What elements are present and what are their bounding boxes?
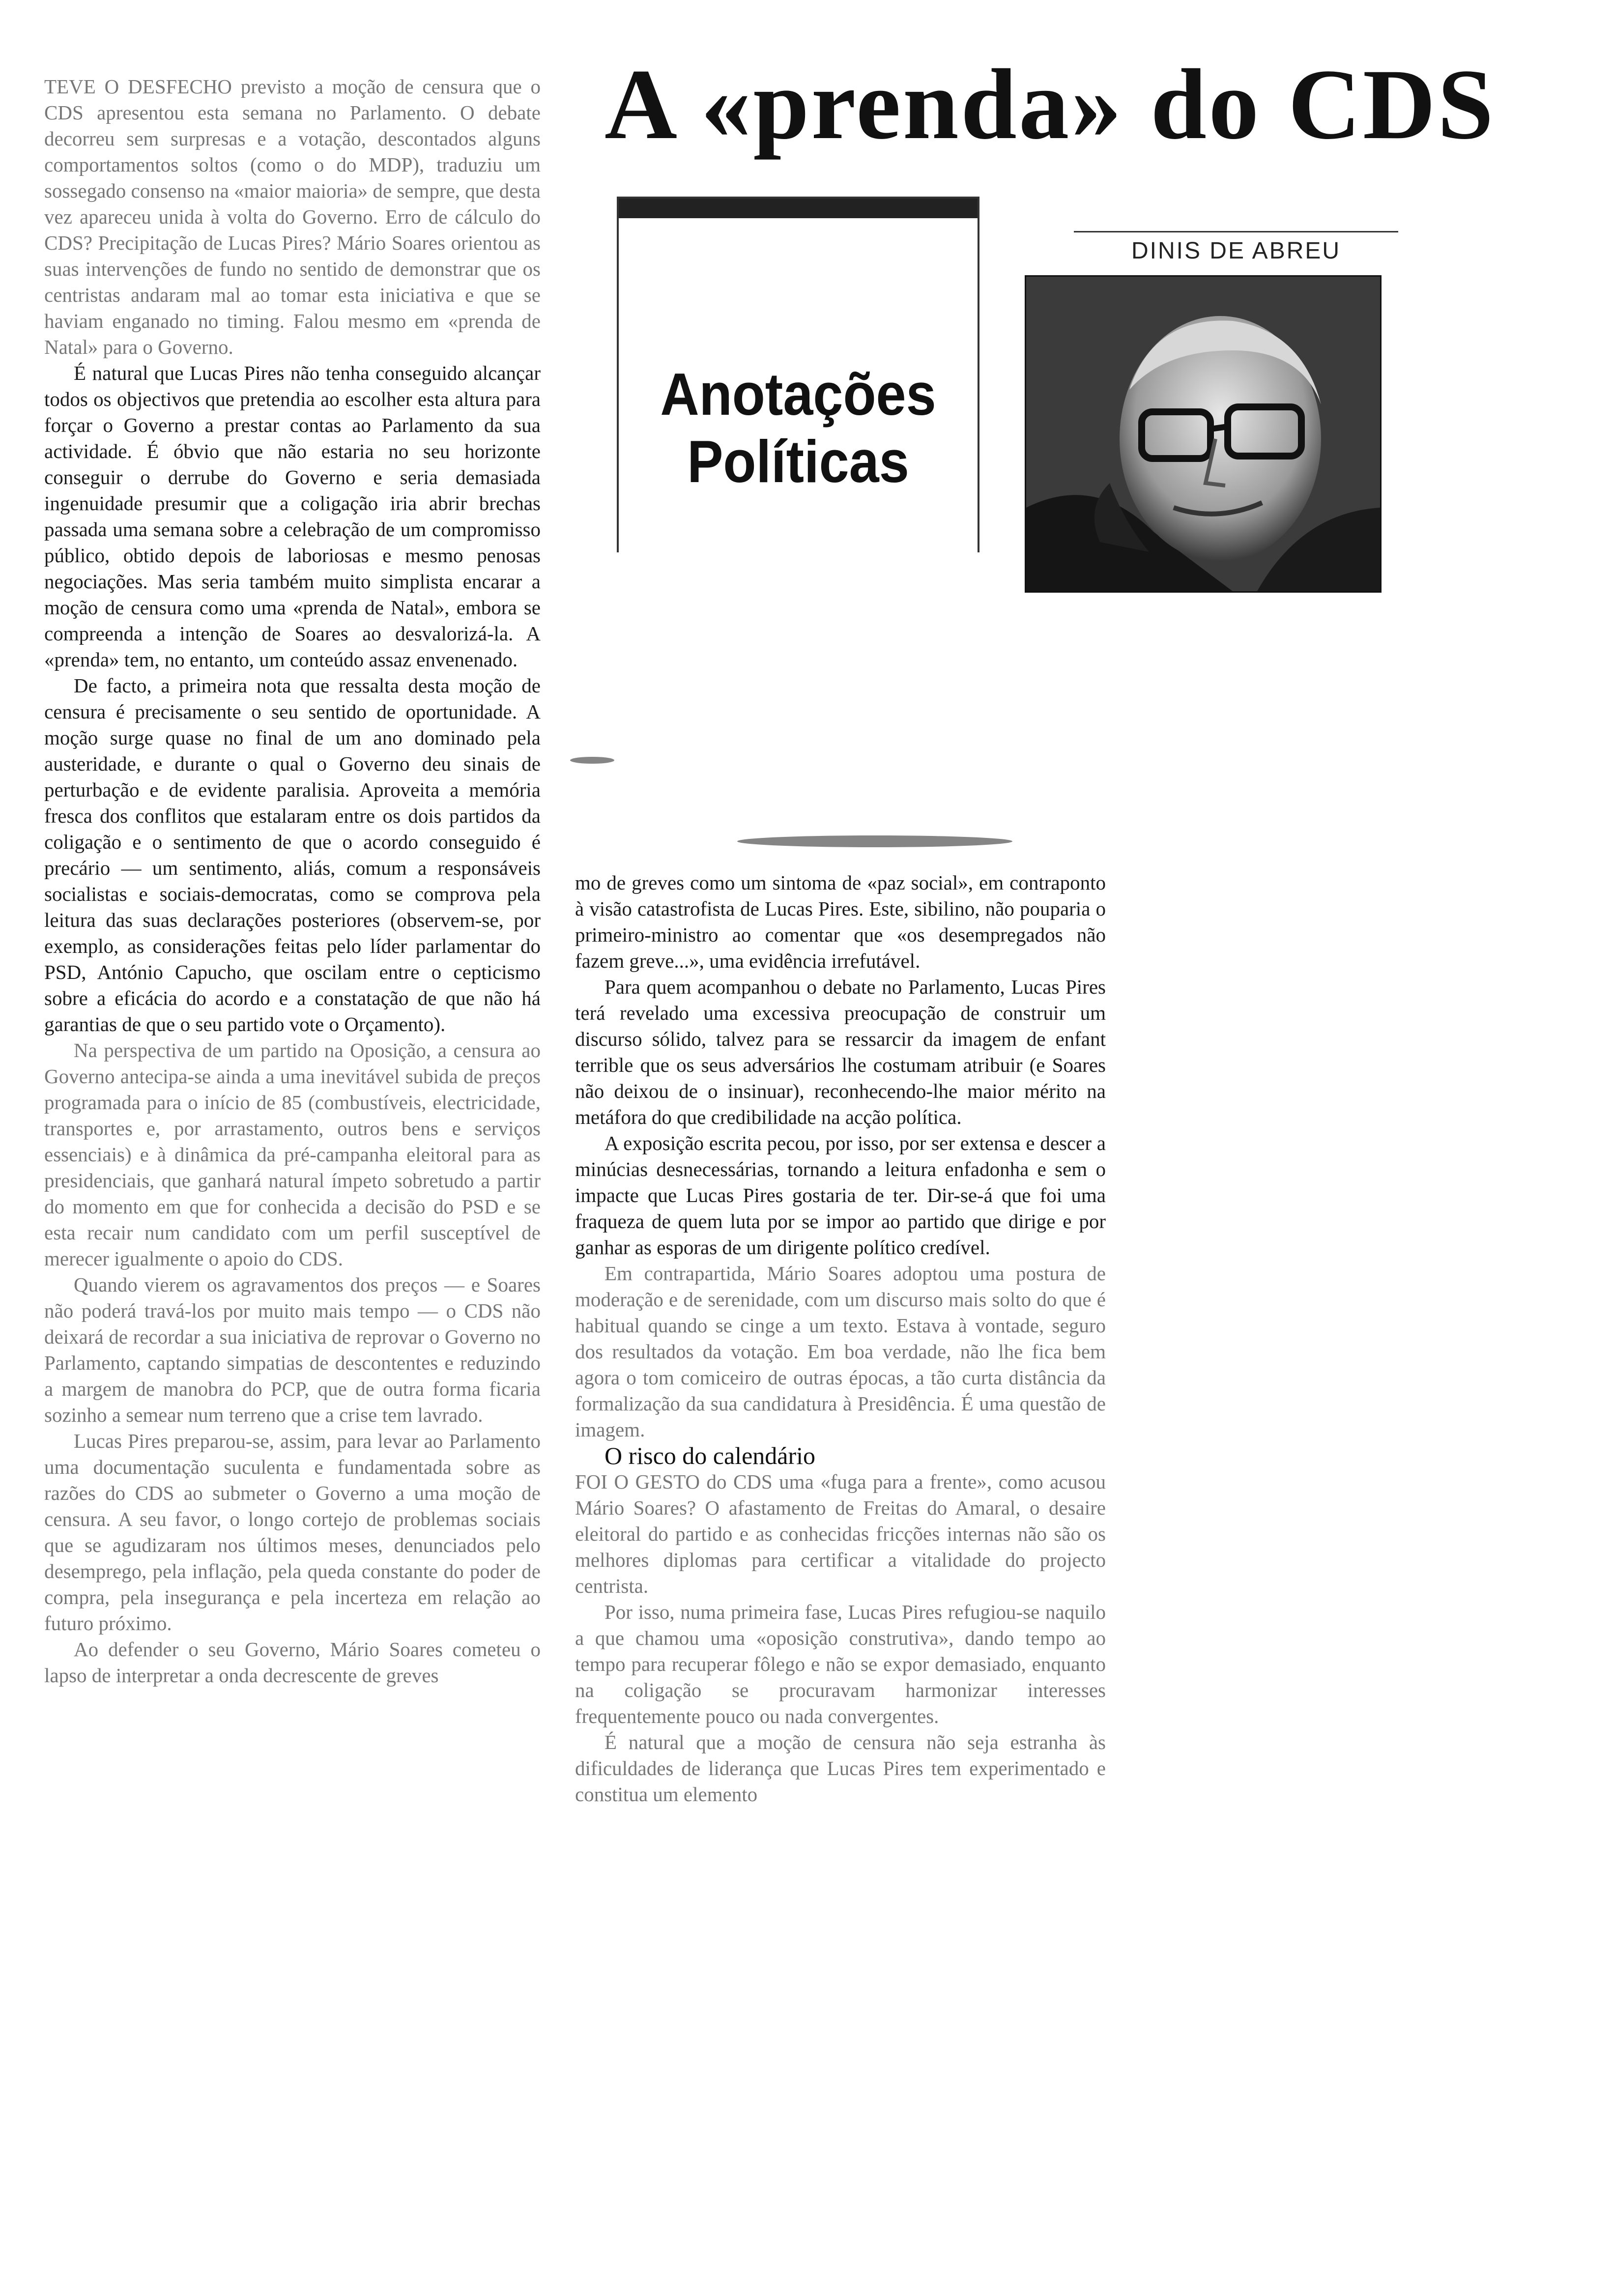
- section-box: [617, 197, 979, 552]
- paragraph: Quando vierem os agravamentos dos preços — e Soares não poderá travá-los por muito mais tempo — o CDS não deixará de recordar a sua iniciativa de reprovar o Governo no Parlamento, captando simpatias de descontentes e reduzindo a margem de manobra do PCP, que de outra forma ficaria sozinho a semear num terreno que a crise tem lavrado.: [44, 1273, 541, 1426]
- author-byline: DINIS DE ABREU: [1074, 231, 1398, 264]
- paragraph: Na perspectiva de um partido na Oposição, a censura ao Governo antecipa-se ainda a uma inevitável subida de preços programada para o início de 85 (combustíveis, electricidade, transportes e, por arrastamento, outros bens e serviços essenciais) e à dinâmica da pré-campanha eleitoral para as presidenciais, que ganhará natural ímpeto sobretudo a partir do momento em que for conhecida a decisão do PSD e se esta recair num candidato com um perfil susceptível de merecer igualmente o apoio do CDS.: [44, 1039, 541, 1270]
- paragraph: Ao defender o seu Governo, Mário Soares cometeu o lapso de interpretar a onda decrescente de greves: [44, 1638, 541, 1687]
- print-smudge: [737, 835, 1012, 847]
- paragraph: É natural que Lucas Pires não tenha conseguido alcançar todos os objectivos que pretendia ao escolher esta altura para forçar o Governo a prestar contas ao Parlamento da sua actividade. É óbvio que não estaria no seu horizonte conseguir o derrube do Governo e seria demasiada ingenuidade presumir que a coligação iria abrir brechas passada uma semana sobre a celebração de um compromisso público, obtido depois de laboriosas e mesmo penosas negociações. Mas seria também muito simplista encarar a moção de censura como uma «prenda de Natal», embora se compreenda a intenção de Soares ao desvalorizá-la. A «prenda» tem, no entanto, um conteúdo assaz envenenado.: [44, 362, 541, 671]
- right-column: [575, 870, 1106, 1808]
- author-photo: [1025, 275, 1382, 593]
- paragraph: Para quem acompanhou o debate no Parlamento, Lucas Pires terá revelado uma excessiva preocupação de construir um discurso sólido, talvez para se ressarcir da imagem de enfant terrible que os seus adversários lhe costumam atribuir (e Soares não deixou de o insinuar), reconhecendo-lhe maior mérito na metáfora do que credibilidade na acção política.: [575, 976, 1106, 1128]
- paragraph: FOI O GESTO do CDS uma «fuga para a frente», como acusou Mário Soares? O afastamento de Freitas do Amaral, o desaire eleitoral do partido e as conhecidas fricções internas não são os melhores diplomas para certificar a vitalidade do projecto centrista.: [575, 1470, 1106, 1597]
- paragraph: A exposição escrita pecou, por isso, por ser extensa e descer a minúcias desnecessárias, tornando a leitura enfadonha e sem o impacte que Lucas Pires gostaria de ter. Dir-se-á que foi uma fraqueza de quem luta por se impor ao partido que dirige e por ganhar as esporas de um dirigente político credível.: [575, 1132, 1106, 1259]
- section-title: Anotações Políticas: [660, 361, 936, 495]
- print-smudge: [570, 757, 614, 764]
- paragraph: mo de greves como um sintoma de «paz social», em contraponto à visão catastrofista de Lucas Pires. Este, sibilino, não pouparia o primeiro-ministro ao comentar que «os desempregados não fazem greve...», uma evidência irrefutável.: [575, 871, 1106, 972]
- paragraph: Lucas Pires preparou-se, assim, para levar ao Parlamento uma documentação suculenta e fundamentada sobre as razões do CDS ao submeter o Governo a uma moção de censura. A seu favor, o longo cortejo de problemas sociais que se agudizaram nos últimos meses, denunciados pelo desemprego, pela inflação, pela queda constante do poder de compra, pela insegurança e pela incerteza em relação ao futuro próximo.: [44, 1430, 541, 1635]
- left-column: [44, 74, 541, 1689]
- paragraph: Por isso, numa primeira fase, Lucas Pires refugiou-se naquilo a que chamou uma «oposição construtiva», dando tempo ao tempo para recuperar fôlego e não se expor demasiado, enquanto na coligação se procuravam harmonizar interesses frequentemente pouco ou nada convergentes.: [575, 1601, 1106, 1727]
- section-box-bar: [619, 199, 978, 218]
- author-photo-illustration: [1026, 277, 1380, 591]
- paragraph: TEVE O DESFECHO previsto a moção de censura que o CDS apresentou esta semana no Parlamento. O debate decorreu sem surpresas e a votação, descontados alguns comportamentos soltos (como o do MDP), traduziu um sossegado consenso na «maior maioria» de sempre, que desta vez apareceu unida à volta do Governo. Erro de cálculo do CDS? Precipitação de Lucas Pires? Mário Soares orientou as suas intervenções de fundo no sentido de demonstrar que os centristas andaram mal ao tomar esta iniciativa e que se haviam enganado no timing. Falou mesmo em «prenda de Natal» para o Governo.: [44, 75, 541, 358]
- subhead: O risco do calendário: [604, 1442, 816, 1469]
- headline: A «prenda» do CDS: [604, 49, 1496, 160]
- paragraph: Em contrapartida, Mário Soares adoptou uma postura de moderação e de serenidade, com um discurso mais solto do que é habitual quando se cinge a um texto. Estava à vontade, seguro dos resultados da votação. Em boa verdade, não lhe fica bem agora o tom comiceiro de outras épocas, a tão curta distância da formalização da sua candidatura à Presidência. É uma questão de imagem.: [575, 1262, 1106, 1441]
- paragraph: É natural que a moção de censura não seja estranha às dificuldades de liderança que Lucas Pires tem experimentado e constitua um elemento: [575, 1731, 1106, 1806]
- paragraph: De facto, a primeira nota que ressalta desta moção de censura é precisamente o seu sentido de oportunidade. A moção surge quase no final de um ano dominado pela austeridade, e durante o qual o Governo deu sinais de perturbação e de evidente paralisia. Aproveita a memória fresca dos conflitos que estalaram entre os dois partidos da coligação e o sentimento de que o acordo conseguido é precário — um sentimento, aliás, comum a responsáveis socialistas e sociais-democratas, como se comprova pela leitura das suas declarações posteriores (observem-se, por exemplo, as considerações feitas pelo líder parlamentar do PSD, António Capucho, que oscilam entre o cepticismo sobre a eficácia do acordo e a constatação de que não há garantias de que o seu partido vote o Orçamento).: [44, 674, 541, 1035]
